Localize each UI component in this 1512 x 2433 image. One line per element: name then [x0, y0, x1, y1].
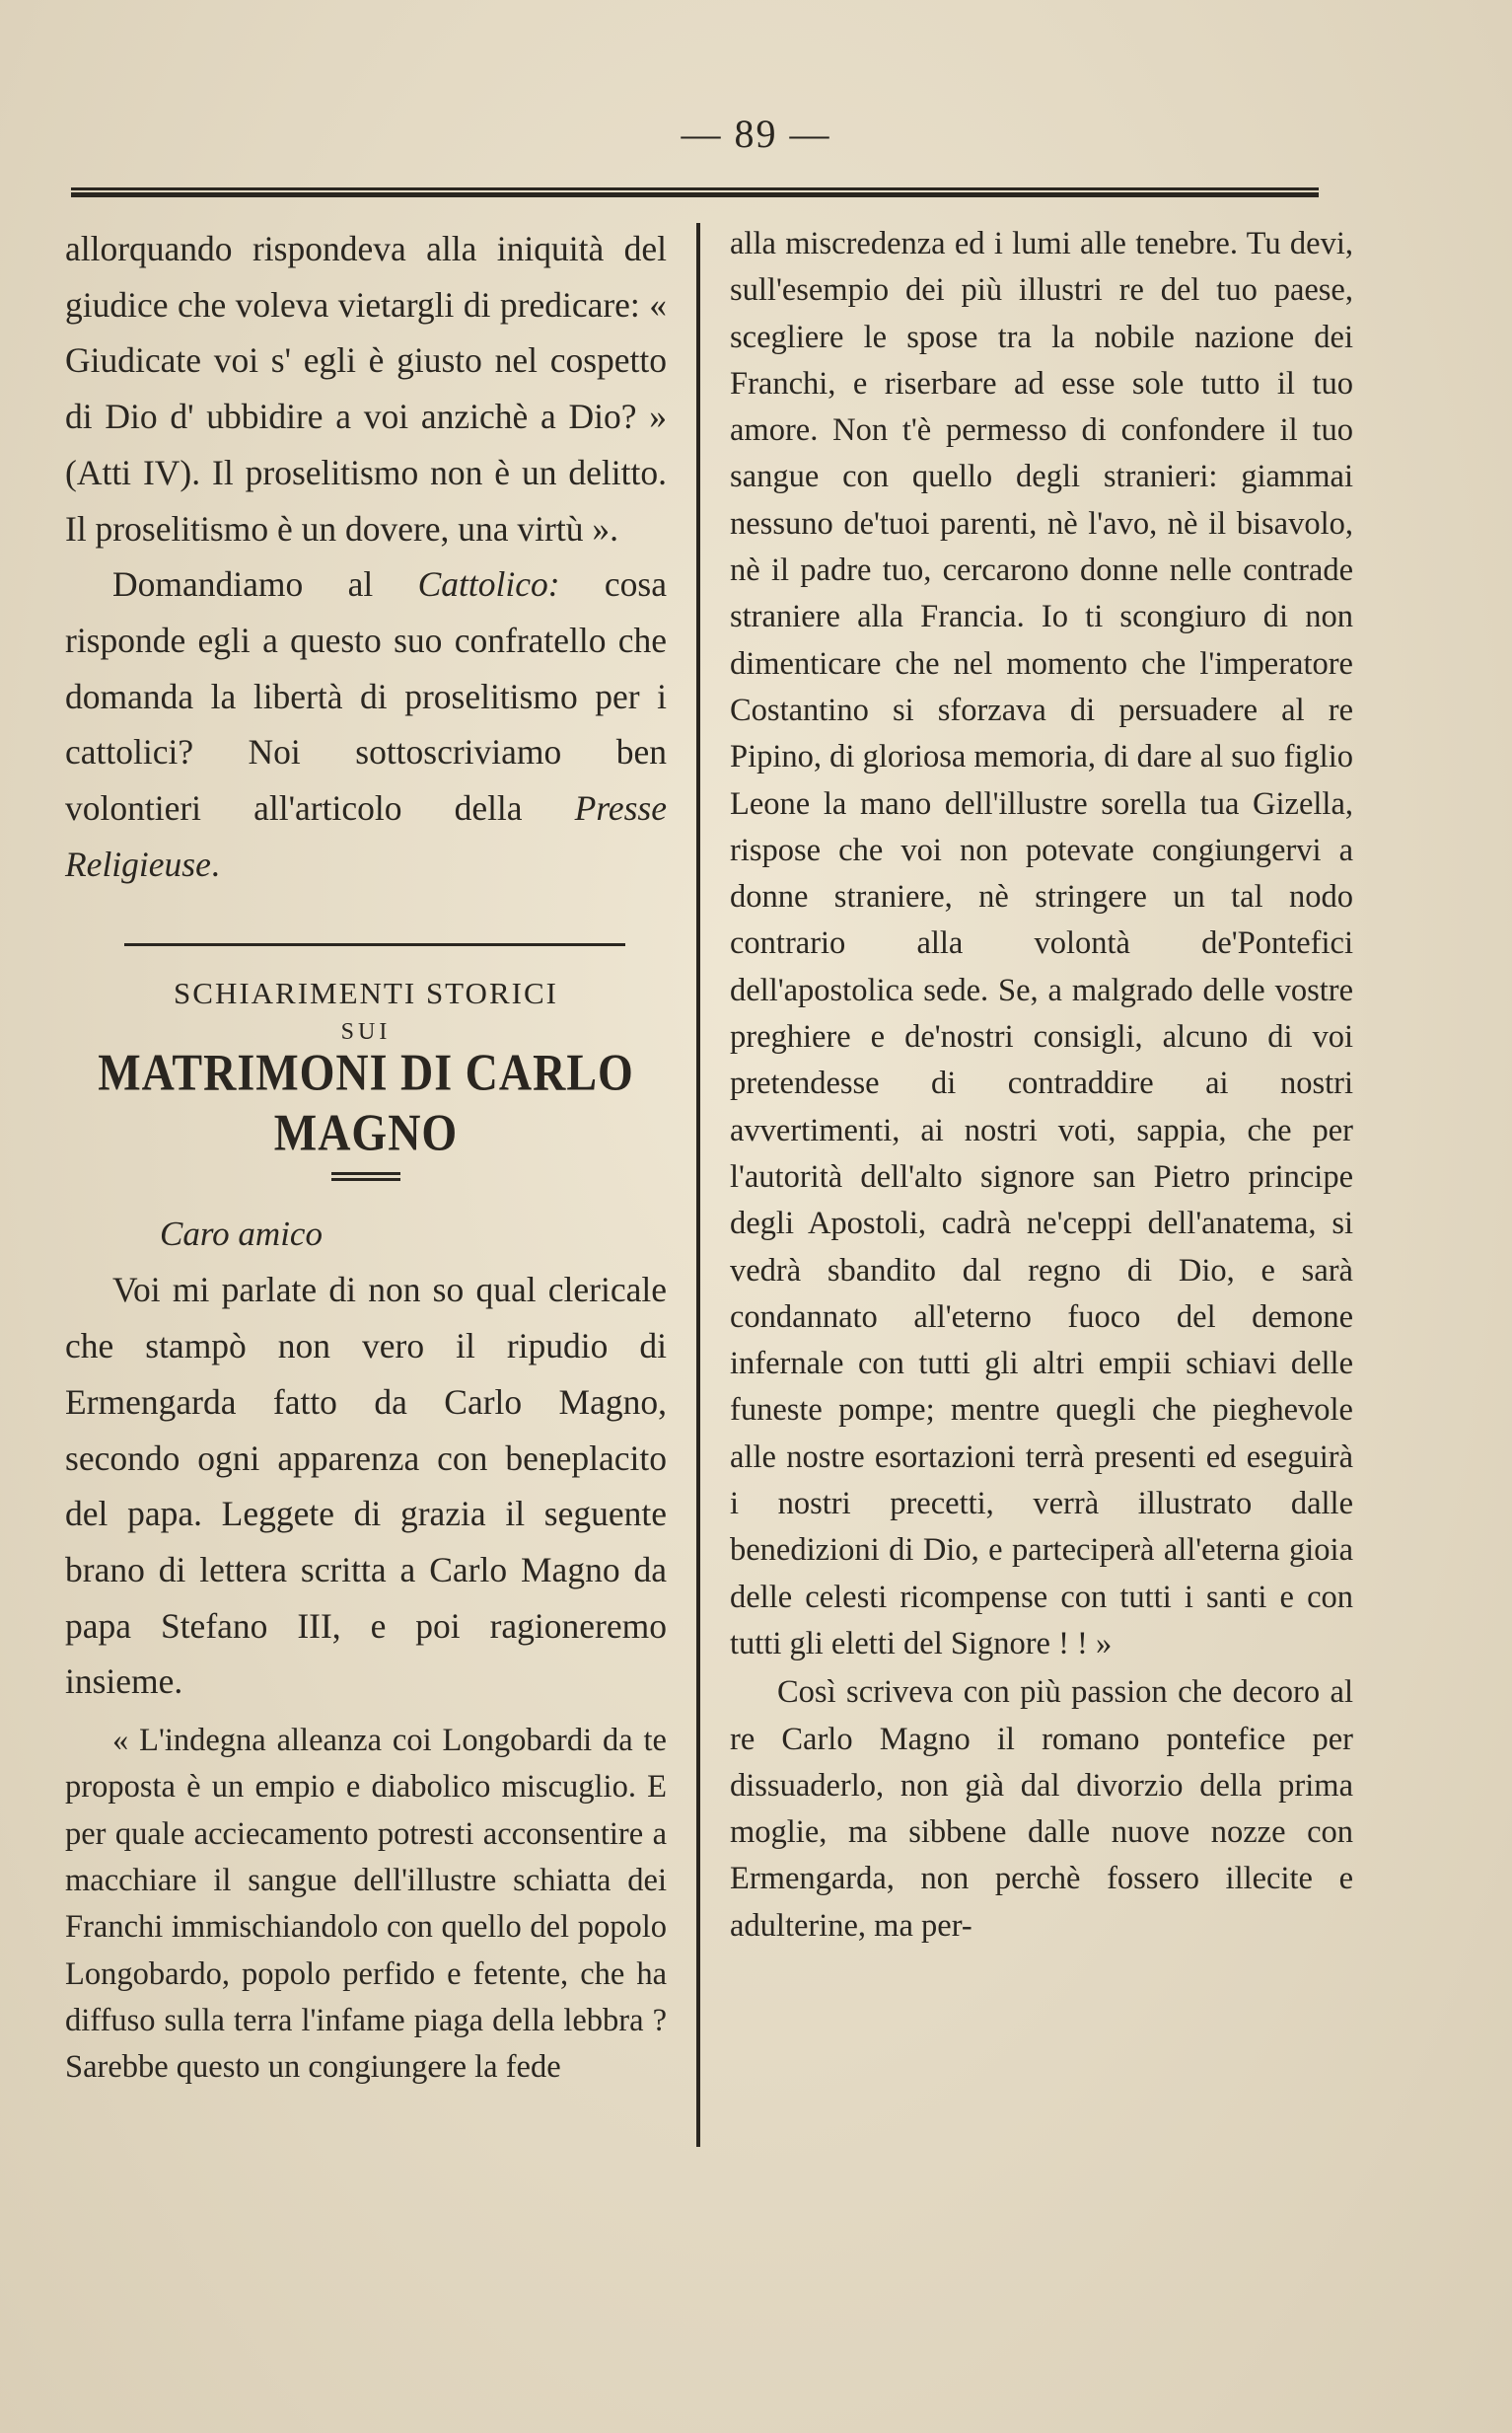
- left-paragraph-1: allorquando rispondeva alla iniquità del giudice che voleva vietargli di predicare: « Giudicate voi s' egli è giusto nel cospetto di Dio d' ubbidire a voi anzichè a Dio? » (Atti IV). Il proselitismo non è un delitto. Il proselitismo è un dovere, una virtù ».: [65, 229, 667, 549]
- header-rule: [71, 187, 1319, 197]
- heading-sui: SUI: [340, 1019, 392, 1046]
- left-column: [65, 221, 667, 2091]
- right-column: [730, 221, 1353, 1950]
- right-quote-paragraph: alla miscredenza ed i lumi alle tenebre. Tu devi, sull'esempio dei più illustri re del tuo paese, scegliere le spose tra la nobile nazione dei Franchi, e riserbare ad esse sole tutto il tuo amore. Non t'è permesso di confondere il tuo sangue con quello degli stranieri: giammai nessuno de'tuoi parenti, nè l'avo, nè il bisavolo, nè il padre tuo, cercarono donne nelle contrade straniere alla Francia. Io ti scongiuro di non dimenticare che nel momento che l'imperatore Costantino si sforzava di persuadere al re Pipino, di gloriosa memoria, di dare al suo figlio Leone la mano dell'illustre sorella tua Gizella, rispose che voi non potevate congiungervi a donne straniere, nè stringere un tal nodo contrario alla volontà de'Pontefici dell'apostolica sede. Se, a malgrado delle vostre preghiere e de'nostri consigli, alcuno di voi pretendesse di contraddire ai nostri avvertimenti, ai nostri voti, sappia, che per l'autorità dell'alto signore san Pietro principe degli Apostoli, cadrà ne'ceppi dell'anatema, si vedrà sbandito dal regno di Dio, e sarà condannato all'eterno fuoco del demone infernale con tutti gli altri empii schiavi delle funeste pompe; mentre quegli che pieghevole alle nostre esortazioni terrà presenti ed eseguirà i nostri precetti, verrà illustrato dalle benedizioni di Dio, e parteciperà all'eterna gioia delle celesti ricompense con tutti i santi e con tutti gli eletti del Signore ! ! »: [730, 226, 1353, 1661]
- right-paragraph-2: Così scriveva con più passion che decoro al re Carlo Magno il romano pontefice per dissuaderlo, non già dal divorzio della prima moglie, ma sibbene dalle nuove nozze con Ermengarda, non perchè fossero illecite e adulterine, ma per-: [730, 1674, 1353, 1944]
- italic-cattolico: Cattolico:: [417, 564, 560, 605]
- section-rule: [124, 943, 625, 946]
- page-number: — 89 —: [681, 111, 831, 156]
- left-quote-paragraph: « L'indegna alleanza coi Longobardi da te proposta è un empio e diabolico miscuglio. E per quale acciecamento potresti acconsentire a macchiare il sangue dell'illustre schiatta dei Franchi immischiandolo con quello del popolo Longobardo, popolo perfido e fetente, che ha diffuso sulla terra l'infame piaga della lebbra ? Sarebbe questo un congiungere la fede: [65, 1723, 667, 2086]
- heading-schiarimenti: SCHIARIMENTI STORICI: [174, 976, 558, 1011]
- left-paragraph-2: Domandiamo al Cattolico: cosa risponde egli a questo suo confratello che domanda la libertà di proselitismo per i cattolici? Noi sottoscriviamo ben volontieri all'articolo della Presse Religieuse.: [65, 564, 667, 884]
- salutation: Caro amico: [160, 1215, 323, 1254]
- left-paragraph-3: Voi mi parlate di non so qual clericale che stampò non vero il ripudio di Ermengarda fatto da Carlo Magno, secondo ogni apparenza con beneplacito del papa. Leggete di grazia il seguente brano di lettera scritta a Carlo Magno da papa Stefano III, e poi ragioneremo insieme.: [65, 1270, 667, 1702]
- italic-presse-religieuse: Presse Religieuse: [65, 788, 667, 884]
- heading-double-rule: [331, 1172, 400, 1181]
- heading-matrimoni: MATRIMONI DI CARLO MAGNO: [98, 1043, 634, 1162]
- column-divider: [696, 223, 700, 2147]
